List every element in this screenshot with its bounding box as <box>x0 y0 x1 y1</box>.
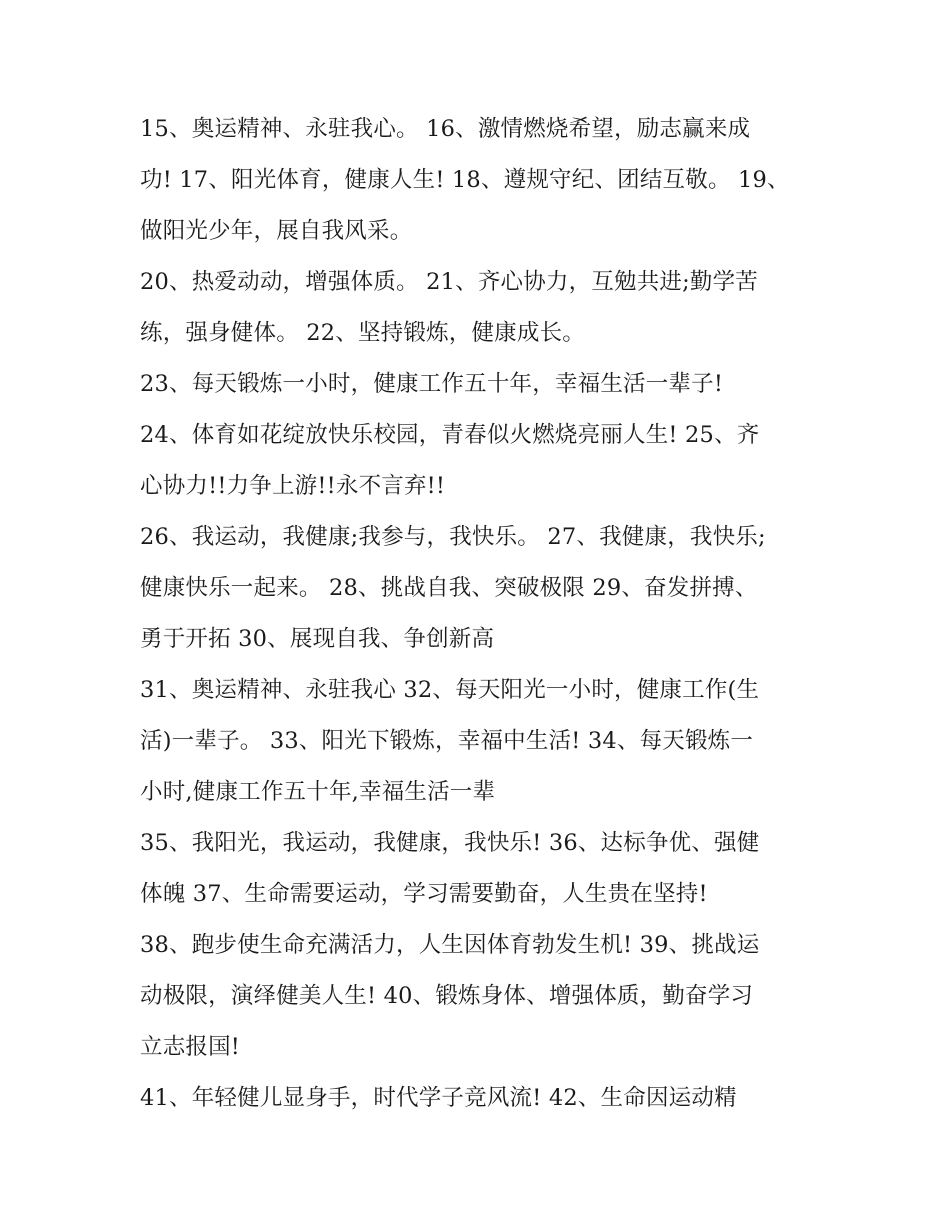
text-line: 动极限，演绎健美人生! 40、锻炼身体、增强体质，勤奋学习 <box>140 983 754 1009</box>
text-line: 23、每天锻炼一小时，健康工作五十年，幸福生活一辈子! <box>140 371 724 397</box>
document-body <box>140 104 820 1124</box>
text-line: 15、奥运精神、永驻我心。 16、激情燃烧希望，励志赢来成 <box>140 116 751 142</box>
text-line: 31、奥运精神、永驻我心 32、每天阳光一小时，健康工作(生 <box>140 677 760 703</box>
text-line: 健康快乐一起来。 28、挑战自我、突破极限 29、奋发拼搏、 <box>140 575 758 601</box>
paragraph-24-25 <box>140 410 820 512</box>
text-line: 38、跑步使生命充满活力，人生因体育勃发生机! 39、挑战运 <box>140 932 760 958</box>
text-line: 做阳光少年，展自我风采。 <box>140 218 413 244</box>
text-line: 立志报国! <box>140 1034 241 1060</box>
text-line: 勇于开拓 30、展现自我、争创新高 <box>140 626 495 652</box>
text-line: 练，强身健体。 22、坚持锻炼，健康成长。 <box>140 320 585 346</box>
text-line: 35、我阳光，我运动，我健康，我快乐! 36、达标争优、强健 <box>140 830 760 856</box>
paragraph-41-42 <box>140 1073 820 1124</box>
text-line: 24、体育如花绽放快乐校园，青春似火燃烧亮丽人生! 25、齐 <box>140 422 760 448</box>
paragraph-20-22 <box>140 257 820 359</box>
text-line: 体魄 37、生命需要运动，学习需要勤奋，人生贵在坚持! <box>140 881 708 907</box>
text-line: 活)一辈子。 33、阳光下锻炼，幸福中生活! 34、每天锻炼一 <box>140 728 754 754</box>
text-line: 小时,健康工作五十年,幸福生活一辈 <box>140 779 496 805</box>
paragraph-15-19 <box>140 104 820 257</box>
text-line: 20、热爱动动，增强体质。 21、齐心协力，互勉共进;勤学苦 <box>140 269 758 295</box>
paragraph-23 <box>140 359 820 410</box>
text-line: 26、我运动，我健康;我参与，我快乐。 27、我健康，我快乐; <box>140 524 766 550</box>
paragraph-26-30 <box>140 512 820 665</box>
text-line: 功! 17、阳光体育，健康人生! 18、遵规守纪、团结互敬。 19、 <box>140 167 790 193</box>
paragraph-38-40 <box>140 920 820 1073</box>
paragraph-35-37 <box>140 818 820 920</box>
paragraph-31-34 <box>140 665 820 818</box>
text-line: 心协力!!力争上游!!永不言弃!! <box>140 473 446 499</box>
text-line: 41、年轻健儿显身手，时代学子竞风流! 42、生命因运动精 <box>140 1085 737 1111</box>
